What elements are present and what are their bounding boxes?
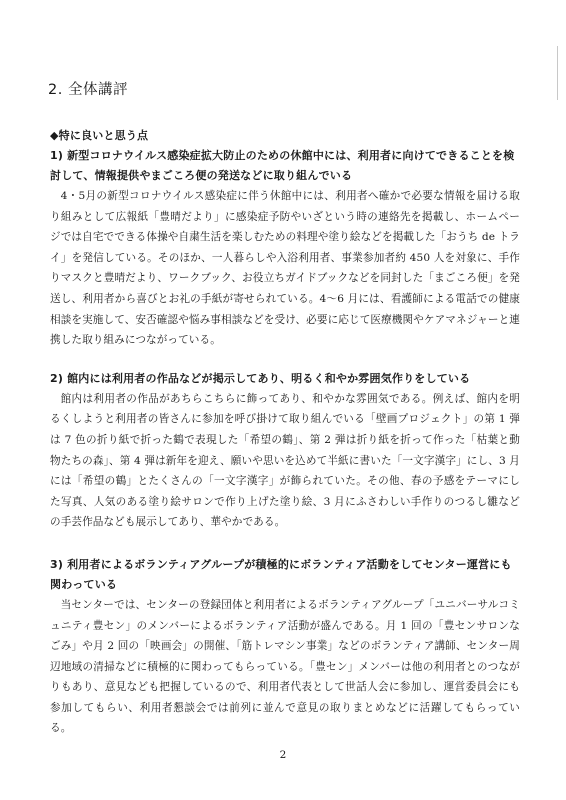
item-2-body: 館内は利用者の作品があちらこちらに飾ってあり、和やかな雰囲気である。例えば、館内を明るくしようと利用者の皆さんに参加を呼び掛けて取り組んでいる「壁画プロジェクト」の第 1 弾は 7 色の折り紙で折った鶴で表現した「希望の鶴」、第 2 弾は折り紙を折って作った「枯葉と動物たちの森」、第 4 弾は新年を迎え、願いや思いを込めて半紙に書いた「一文字漢字」にし、3 月には「希望の鶴」とたくさんの「一文字漢字」が飾られていた。その他、春の予感をテーマにした写真、人気のある塗り絵サロンで作り上げた塗り絵、3 月にふさわしい手作りのつるし雛などの手芸作品なども展示してあり、華やかである。 xyxy=(50,392,520,529)
item-3-body: 当センターでは、センターの登録団体と利用者によるボランティアグループ「ユニバーサルコミュニティ豊セン」のメンバーによるボランティア活動が盛んである。月 1 回の「豊センサロンなごみ」や月 2 回の「映画会」の開催、「筋トレマシン事業」などのボランティア講師、センター周辺地域の清掃などに積極的に関わってもらっている。「豊セン」メンバーは他の利用者とのつながりもあり、意見なども把握しているので、利用者代表として世話人会に参加し、運営委員会にも参加してもらい、利用者懇談会では前列に並んで意見の取りまとめなどに活躍してもらっている。 xyxy=(50,598,520,735)
item-1-heading: 1) 新型コロナウイルス感染症拡大防止のための休館中には、利用者に向けてできることを検討して、情報提供やまごころ便の発送などに取り組んでいる xyxy=(50,149,515,182)
spacer xyxy=(50,351,520,369)
highlights-heading: ◆特に良いと思う点 xyxy=(50,129,149,142)
item-2-heading: 2) 館内には利用者の作品などが掲示してあり、明るく和やか雰囲気作りをしている xyxy=(50,371,471,385)
content-body xyxy=(50,126,520,739)
spacer xyxy=(50,533,520,555)
item-1-body: 4・5月の新型コロナウイルス感染症に伴う休館中には、利用者へ確かで必要な情報を届ける取り組みとして広報紙「豊晴だより」に感染症予防やいざという時の連絡先を掲載し、ホームページでは自宅でできる体操や自粛生活を楽しむための料理や塗り絵などを掲載した「おうち de トライ」を発信している。そのほか、一人暮らしや入浴利用者、事業参加者約 450 人を対象に、手作りマスクと豊晴だより、ワークブック、お役立ちガイドブックなどを同封した「まごころ便」を発送し、利用者から喜びとお礼の手紙が寄せられている。4～6 月には、看護師による電話での健康相談を実施して、安否確認や悩み事相談などを受け、必要に応じて医療機関やケアマネジャーと連携した取り組みにつながっている。 xyxy=(50,190,520,347)
page-number: 2 xyxy=(279,749,287,761)
section-title: 2. 全体講評 xyxy=(48,82,128,98)
item-3-heading: 3) 利用者によるボランティアグループが積極的にボランティア活動をしてセンター運営にも関わっている xyxy=(50,557,512,591)
scan-edge-mark xyxy=(557,46,558,100)
